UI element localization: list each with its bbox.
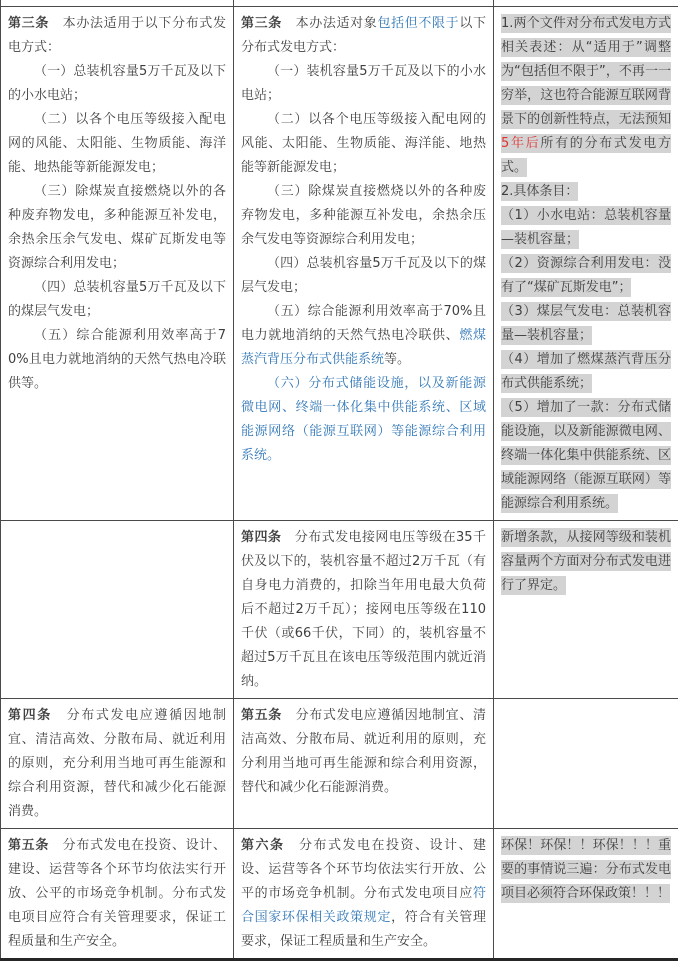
article-number: 第五条 xyxy=(8,838,49,853)
paragraph xyxy=(241,108,486,180)
table-row xyxy=(1,828,678,959)
article-number: 第四条 xyxy=(241,530,281,545)
revision-link-text: 包括但不限于 xyxy=(377,16,459,31)
cell-commentary xyxy=(494,520,678,698)
text-segment: 分布式发电应遵循因地制宜、清洁高效、分散布局、就近利用的原则，充分利用当地可再生能源和综合利用资源，替代和减少化石能源消费。 xyxy=(241,708,486,795)
text-segment: 以下分布式发电方式： xyxy=(241,16,486,55)
article-number: 第五条 xyxy=(241,708,282,723)
article-number: 第四条 xyxy=(8,708,52,723)
paragraph xyxy=(8,834,226,954)
paragraph xyxy=(241,372,486,468)
paragraph xyxy=(8,276,226,324)
text-segment: （三）除煤炭直接燃烧以外的各种废弃物发电，多种能源互补发电，余热余压余气发电等资源综合利用发电； xyxy=(241,184,486,247)
red-emphasis-text: 5年后 xyxy=(501,134,540,153)
table-row xyxy=(1,698,678,828)
text-segment: ，符合有关管理要求，保证工程质量和生产安全。 xyxy=(241,910,486,949)
highlighted-comment-text: 1.两个文件对分布式发电方式相关表述：从“适用于”调整为“包括但不限于”，不再一一穷举，这也符合能源互联网背景下的创新性特点，无法预知 xyxy=(501,14,671,129)
cell-new-version xyxy=(234,828,494,959)
revision-link-text: （六）分布式储能设施，以及新能源微电网、终端一体化集中供能系统、区域能源网络（能源互联网）等能源综合利用系统。 xyxy=(241,376,486,463)
paragraph xyxy=(241,180,486,252)
cell-commentary xyxy=(494,828,678,959)
text-segment: 分布式发电在投资、设计、建设、运营等各个环节均依法实行开放、公平的市场竞争机制。分布式发电项目应符合有关管理要求，保证工程质量和生产安全。 xyxy=(8,838,226,949)
text-segment: 分布式发电接网电压等级在35千伏及以下的，装机容量不超过2万千瓦（有自身电力消费的，扣除当年用电最大负荷后不超过2万千瓦）；接网电压等级在110千伏（或66千伏，下同）的，装机容量不超过5万千瓦且在该电压等级范围内就近消纳。 xyxy=(241,530,486,689)
text-segment: 分布式发电应遵循因地制宜、清洁高效、分散布局、就近利用的原则，充分利用当地可再生能源和综合利用资源，替代和减少化石能源消费。 xyxy=(8,708,226,819)
paragraph xyxy=(501,300,671,348)
paragraph xyxy=(8,108,226,180)
table-row xyxy=(1,6,678,520)
cell-commentary xyxy=(494,698,678,828)
paragraph xyxy=(501,834,671,906)
text-segment: （二）以各个电压等级接入配电网的风能、太阳能、生物质能、海洋能、地热能等新能源发电； xyxy=(241,112,486,175)
paragraph xyxy=(241,12,486,60)
paragraph xyxy=(501,204,671,252)
article-number: 第三条 xyxy=(241,16,282,31)
cell-old-version xyxy=(1,698,234,828)
highlighted-comment-text: （5）增加了一款：分布式储能设施，以及新能源微电网、终端一体化集中供能系统、区域能源网络（能源互联网）等能源综合利用系统。 xyxy=(501,398,671,513)
paragraph xyxy=(501,348,671,396)
cell-new-version xyxy=(234,6,494,520)
highlighted-comment-text: （1）小水电站：总装机容量—装机容量； xyxy=(501,206,671,249)
highlighted-comment-text: 所有的分布式发电方式。 xyxy=(501,134,671,177)
paragraph xyxy=(8,704,226,824)
paragraph xyxy=(8,180,226,276)
text-segment: （五）综合能源利用效率高于70%且电力就地消纳的天然气热电冷联供等。 xyxy=(8,328,226,391)
highlighted-comment-text: （3）煤层气发电：总装机容量—装机容量； xyxy=(501,302,671,345)
article-number: 第三条 xyxy=(8,16,49,31)
cell-old-version xyxy=(1,6,234,520)
paragraph xyxy=(8,60,226,108)
text-segment: 本办法适用于以下分布式发电方式： xyxy=(8,16,226,55)
highlighted-comment-text: （2）资源综合利用发电：没有了“煤矿瓦斯发电”； xyxy=(501,254,671,297)
paragraph xyxy=(8,324,226,396)
text-segment: （三）除煤炭直接燃烧以外的各种废弃物发电，多种能源互补发电，余热余压余气发电、煤矿瓦斯发电等资源综合利用发电； xyxy=(8,184,226,271)
cell-commentary xyxy=(494,6,678,520)
cell-old-version xyxy=(1,828,234,959)
table-row xyxy=(1,520,678,698)
paragraph xyxy=(501,252,671,300)
highlighted-comment-text: 环保！环保！！环保！！！重要的事情说三遍：分布式发电项目必须符合环保政策！！！ xyxy=(501,836,671,903)
revision-link-text: 符合国家环保相关政策规定 xyxy=(241,886,486,925)
paragraph xyxy=(241,252,486,300)
paragraph xyxy=(241,526,486,694)
text-segment: （一）总装机容量5万千瓦及以下的小水电站； xyxy=(8,64,226,103)
highlighted-comment-text: （4）增加了燃煤蒸汽背压分布式供能系统； xyxy=(501,350,671,393)
paragraph xyxy=(501,396,671,516)
paragraph xyxy=(8,12,226,60)
text-segment: 本办法适对象 xyxy=(282,16,378,31)
paragraph xyxy=(241,704,486,800)
paragraph xyxy=(501,12,671,180)
revision-link-text: 燃煤蒸汽背压分布式供能系统 xyxy=(241,328,486,367)
comparison-table-body xyxy=(1,0,678,959)
highlighted-comment-text: 新增条款，从接网等级和装机容量两个方面对分布式发电进行了界定。 xyxy=(501,528,671,595)
cell-old-version xyxy=(1,520,234,698)
text-segment: 等。 xyxy=(384,352,410,367)
paragraph xyxy=(501,180,671,204)
cell-new-version xyxy=(234,698,494,828)
text-segment: （四）总装机容量5万千瓦及以下的煤层气发电； xyxy=(8,280,226,319)
article-number: 第六条 xyxy=(241,838,285,853)
text-segment: （二）以各个电压等级接入配电网的风能、太阳能、生物质能、海洋能、地热能等新能源发电； xyxy=(8,112,226,175)
text-segment: （四）总装机容量5万千瓦及以下的煤层气发电； xyxy=(241,256,486,295)
highlighted-comment-text: 2.具体条目： xyxy=(501,182,578,201)
text-segment: （一）装机容量5万千瓦及以下的小水电站； xyxy=(241,64,486,103)
paragraph xyxy=(501,526,671,598)
paragraph xyxy=(241,834,486,954)
cell-new-version xyxy=(234,520,494,698)
paragraph xyxy=(241,300,486,372)
text-segment: 分布式发电在投资、设计、建设、运营等各个环节均依法实行开放、公平的市场竞争机制。分布式发电项目应 xyxy=(241,838,486,901)
paragraph xyxy=(241,60,486,108)
text-segment: （五）综合能源利用效率高于70%且电力就地消纳的天然气热电冷联供、 xyxy=(241,304,486,343)
